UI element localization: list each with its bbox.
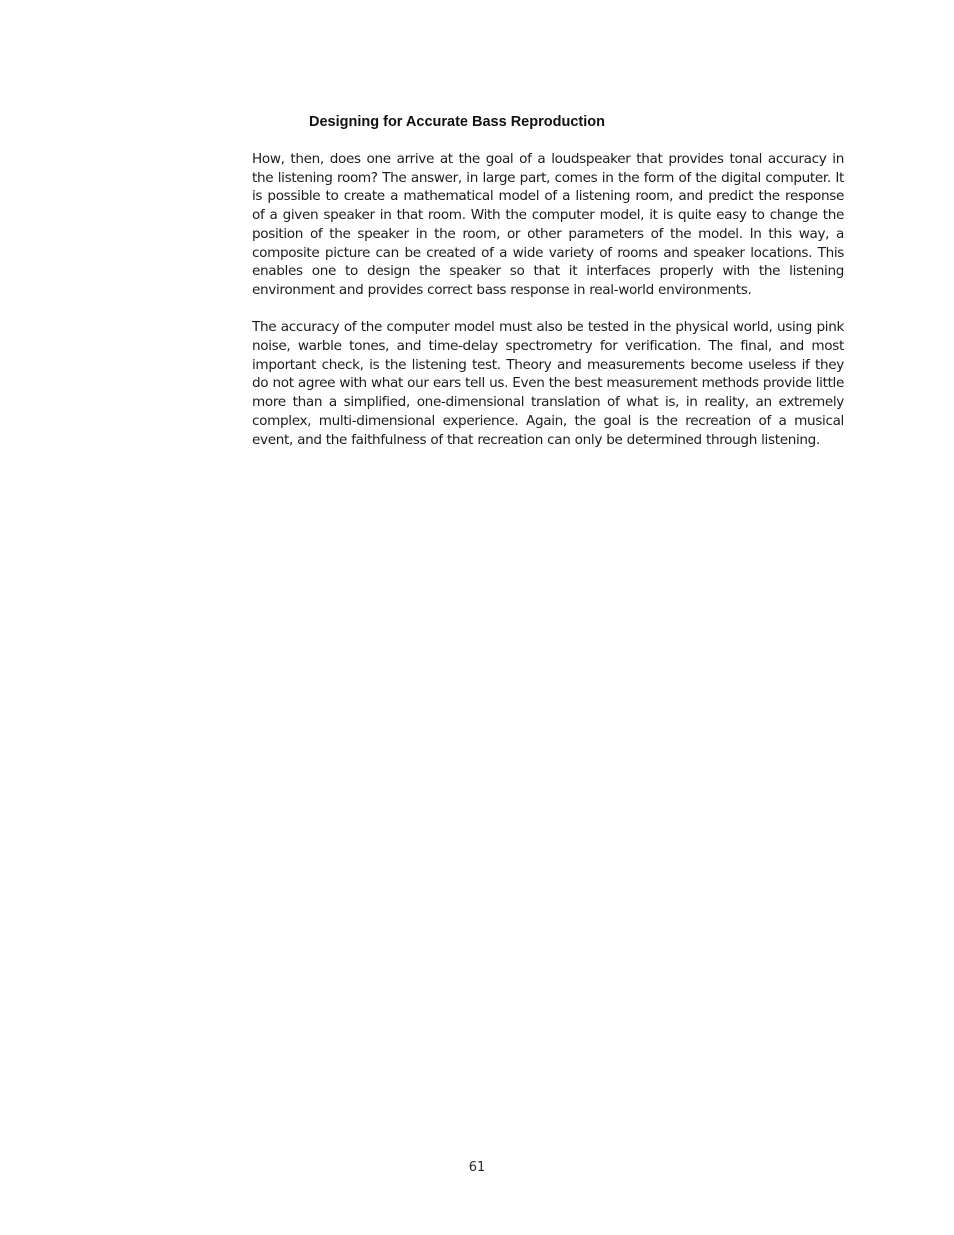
body-paragraph-1: How, then, does one arrive at the goal of a loudspeaker that provides tonal accuracy in the listening room? The answer, in large part, comes in the form of the digital computer. It is possible to create a mathematical model of a listening room, and predict the response of a given speaker in that room. With the computer model, it is quite easy to change the position of the speaker in the room, or other parameters of the model. In this way, a composite picture can be created of a wide variety of rooms and speaker locations. This enables one to design the speaker so that it interfaces properly with the listening environment and provides correct bass response in real-world environments. bbox=[252, 151, 844, 298]
page-content bbox=[252, 112, 844, 449]
body-paragraph-2: The accuracy of the computer model must also be tested in the physical world, using pink noise, warble tones, and time-delay spectrometry for verification. The final, and most important check, is the listening test. Theory and measurements become useless if they do not agree with what our ears tell us. Even the best measurement methods provide little more than a simplified, one-dimensional translation of what is, in reality, an extremely complex, multi-dimensional experience. Again, the goal is the recreation of a musical event, and the faithfulness of that recreation can only be determined through listening. bbox=[252, 319, 844, 448]
page-number: 61 bbox=[468, 1160, 486, 1175]
section-heading: Designing for Accurate Bass Reproduction bbox=[309, 114, 605, 130]
